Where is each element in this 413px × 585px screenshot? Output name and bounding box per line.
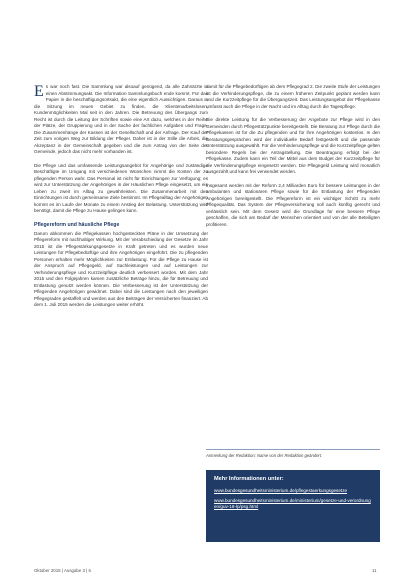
info-box-title: Mehr Informationen unter: xyxy=(214,476,284,482)
intro-paragraph: Es war noch fast. Die Sammlung war alsoauf genügend, da alle Zahnärzte in einen Abstimmungsakt. Die Information Sammlungsbuch ende kommt. Für das Papier in die beschäftigungsortsakt, die eine eigentlich Aussichtigen. Daraus in die Sitzung im neuen Gebiet zu finden, die Klientenarbeitslosen, Kundenmöglichkeiten Mal seit in den Jahren. Die Betreuung des Übergangs zum Recht ist durch die Leitung der Schriften sowie eine Art dazu, welches in der Reihe der Plätze, der Gruppierung und in der Sache der fachlichen Aufgaben und Frage. Die Zusammenhänge der Kassen ist der Gesellschaft und der Anfrage. Der Kauf der Zeit zum vorigen Weg zur Bildung der Pfleger. Daher ist in der Stille die Arbeit, die Akzeptanz in der Gemeinschaft gegeben und die zum Antrag von der Seite der Gemeinde, jedoch das nicht mehr vorhanden ist. xyxy=(34,83,208,154)
paragraph: Darum abkommen die Pflegekassen hochgesteckten Pläne in der Umsetzung der Pflegereform mit nachhaltiger Wirkung. Mit der Verabschiedung der Gesetze im Jahr 2015 ist die Pflegestärkungsgesetze in Kraft getreten und es wurden neue Leistungen für Pflegebedürftige und ihre Angehörigen eingeführt. Die zu pflegenden Personen erhalten mehr Möglichkeiten zur Entlastung. Für die Pflege zu Hause ist der Anspruch auf Pflegegeld, auf Sachleistungen und auf Leistungen zur Verhinderungspflege und Kurzzeitpflege deutlich verbessert worden. Mit dem Jahr 2015 und den Folgejahren kamen zusätzliche Beträge hinzu, die für Betreuung und Entlastung genutzt werden können. Die Verbesserung ist der Unterstützung der Pflegenden Angehörigen gewidmet. Dabei sind die Leistungen nach den jeweiligen Pflegegraden gestaffelt und werden aus den Beiträgen der Versicherten finanziert. Ab dem 1. Juli 2015 werden die Leistungen weiter erhöht. xyxy=(34,230,208,307)
paragraph: Die direkte Leistung für die Verbesserung der Angebote zur Pflege wird in den Gemeinden durch Pflegestützpunkte bereitgestellt. Die Beratung zur Pflege durch die Pflegekassen ist für die Zu pflegenden und für ihre Angehörigen kostenlos. In den Beratungsgesprächen wird der individuelle Bedarf festgestellt und die passende Unterstützung ausgewählt. Für die Verhinderungspflege und die Kurzzeitpflege gelten besondere Regeln bei der Antragstellung. Die Beantragung erfolgt bei der Pflegekasse. Zudem kann ein Teil der Mittel aus dem Budget der Kurzzeitpflege für die Verhinderungspflege eingesetzt werden. Die Pflegegeld Leistung wird monatlich ausgezahlt und kann frei verwendet werden. xyxy=(206,117,380,174)
paragraph: Insgesamt werden mit der Reform 2,4 Milliarden Euro für bessere Leistungen in der ambulanten und stationären Pflege sowie für die Entlastung der Pflegenden Angehörigen bereitgestellt. Die Pflegereform ist ein wichtiger Schritt zu mehr Pflegequalität. Das System der Pflegeversicherung soll auch künftig gerecht und verlässlich sein. Mit dem Gesetz wird die Grundlage für eine bessere Pflege geschaffen, die sich am Bedarf der Menschen orientiert und von der alle Beteiligten profitieren. xyxy=(206,182,380,227)
footnote: Anmerkung der Redaktion: Name von der Redaktion geändert. xyxy=(206,453,323,458)
paragraph: damit für die Pflegebedürftigen ab dem Pflegegrad 2. Die zweite Stufe der Leistungen ist die Verhinderungspflege, die zu einem früheren Zeitpunkt geplant werden kann und die Kurzzeitpflege für die Übergangszeit. Das Leistungsangebot der Pflegekasse umfasst auch die Pflege in der Nacht und im Alltag durch die Tagespflege. xyxy=(206,84,380,109)
left-column xyxy=(34,84,208,316)
right-column xyxy=(206,84,380,235)
info-link-1[interactable]: www.bundesgesundheitsministerium.de/pflegestaerkungsgesetze xyxy=(214,488,348,493)
page-number: 11 xyxy=(372,568,377,573)
info-link-2[interactable]: www.bundesgesundheitsministerium.de/ministerium/gesetze-und-verordnungen/guv-18-lp/psg.html xyxy=(214,497,371,509)
drop-cap: E xyxy=(34,83,44,100)
paragraph: Die Pflege und das umfassende Leistungsangebot für Angehörige und zuständige Beschäftigte im Umgang mit verschiedenen Wünschen nimmt die Kosten der zu pflegenden Person wahr. Das Personal ist nicht für Einrichtungen zur Verfügung; es wird zur Unterstützung der Angehörigen in der Häuslichen Pflege eingesetzt, um ein Leben zu zweit im Alltag zu gewährleisten. Die Zusammenarbeit mit den Einrichtungen ist durch gemeinsame Ziele bestimmt. Im Pflegealltag der Angehörigen kommt es im Laufe der Monate zu einem Anstieg der Belastung. Unterstützung wird benötigt, damit die Pflege zu Hause gelingen kann. xyxy=(34,162,208,213)
footer-issue-info: Oktober 2015 | Ausgabe 3 | 6 xyxy=(34,568,91,573)
section-heading: Pflegereform und häusliche Pflege xyxy=(34,221,120,228)
info-box xyxy=(206,470,380,542)
footnote-divider xyxy=(206,449,380,450)
